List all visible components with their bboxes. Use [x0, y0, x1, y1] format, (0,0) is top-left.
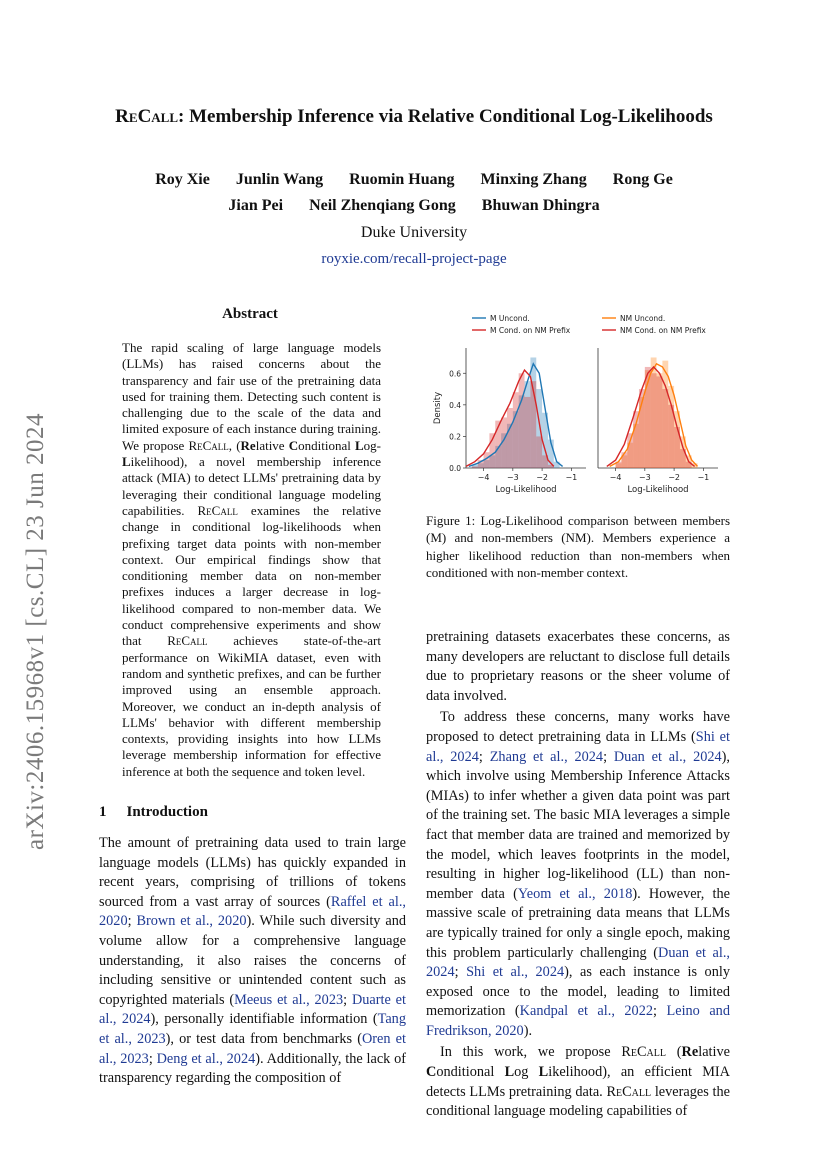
abstract-text: ikelihood: [130, 454, 180, 470]
title-recall: ReCall: [115, 106, 179, 127]
body-text: ), an efficient MIA detects LLMs pretraining data.: [426, 1064, 730, 1100]
x-tick-label: −1: [565, 473, 578, 482]
figure-1-loglikelihood-densities: [418, 306, 734, 502]
author-name: Ruomin Huang: [349, 171, 455, 188]
paper-title: [60, 106, 768, 128]
body-text: leverages the conditional language modeling capabilities of: [426, 1083, 730, 1120]
body-text: ;: [478, 748, 490, 765]
histogram-bar: [657, 376, 663, 468]
recall-name: ReCall: [621, 1044, 666, 1061]
citation-link[interactable]: Shi et al., 2024: [466, 964, 565, 981]
body-text: ). While such diversity and volume allow for a comprehensive language understanding, it also raises the concerns of including sensitive or unintended content such as copyrighted materials (: [99, 913, 407, 1008]
abstract-text: examines the relative change in conditional log-likelihoods when prefixing target data points with non-member context. Our empirical findings show that conditioning member data on non-member prefixes induces a larger decrease in log-likelihood compared to non-member data. We conduct comprehensive experiments and show that: [122, 502, 381, 649]
histogram-bar: [633, 411, 639, 468]
y-tick-label: 0.4: [449, 400, 461, 410]
arxiv-id-text: arXiv:2406.15968v1 [cs.CL] 23 Jun 2024: [22, 412, 49, 850]
x-tick-label: −4: [609, 473, 622, 482]
histogram-bar: [472, 466, 478, 468]
section-number: 1: [99, 804, 107, 820]
legend-label: M Cond. on NM Prefix: [490, 326, 571, 335]
body-text: (: [666, 1044, 682, 1061]
recall-name: ReCall: [188, 437, 229, 453]
body-text: ikelihood: [548, 1064, 603, 1081]
x-axis-label: Log-Likelihood: [495, 485, 557, 495]
body-text: The amount of pretraining data used to train large language models (LLMs) has quickly expanded in recent years, comprising of trillions of tokens sourced from a vast array of sources (: [99, 835, 406, 910]
author-name: Neil Zhenqiang Gong: [309, 197, 456, 214]
x-tick-label: −3: [638, 473, 651, 482]
histogram-bar: [621, 452, 627, 468]
citation-link[interactable]: Yeom et al., 2018: [517, 885, 633, 902]
author-name: Bhuwan Dhingra: [481, 197, 600, 214]
citation-link[interactable]: Shi et al., 2024: [426, 728, 731, 765]
citation-link[interactable]: Oren et al., 2023: [99, 1030, 406, 1067]
body-text: ), as each instance is only exposed once to the model, leading to limited memorization (: [426, 964, 730, 1020]
affiliation: Duke University: [360, 224, 468, 241]
x-axis-label: Log-Likelihood: [627, 485, 689, 495]
intro-paragraph: [426, 708, 730, 1041]
citation-link[interactable]: Raffel et al., 2020: [99, 893, 406, 930]
body-text: ;: [343, 991, 352, 1008]
citation-link[interactable]: Brown et al., 2020: [136, 913, 247, 930]
x-tick-label: −2: [668, 473, 680, 482]
histogram-bar: [513, 392, 519, 468]
body-text: ), personally identifiable information (: [150, 1011, 378, 1028]
section-heading-introduction: [99, 804, 208, 821]
citation-link[interactable]: Duarte et al., 2024: [99, 991, 406, 1028]
abstract-text: lative: [255, 437, 289, 453]
body-text: onditional: [436, 1064, 505, 1081]
legend-label: NM Uncond.: [620, 314, 666, 323]
abstract-text: The rapid scaling of large language models (LLMs) has raised concerns about the transparency and fair use of the pretraining data used for training them. Detecting such content is challenging due to the scale of the data and limited exposure of each instance during training. We propose: [122, 340, 381, 453]
intro-left-column: [99, 834, 406, 1089]
y-tick-label: 0.2: [449, 432, 461, 442]
histogram-bar: [627, 433, 633, 468]
body-text: ), which involve using Membership Inference Attacks (MIAs) to infer whether a given data point was part of the training set. The basic MIA leverages a simple fact that member data are trained and memorized by the model, which leaves footprints in the model, resulting in higher log-likelihood (LL) than non-member data (: [426, 748, 731, 902]
x-tick-label: −4: [477, 473, 490, 482]
author-name: Minxing Zhang: [480, 171, 587, 188]
body-text: ;: [653, 1003, 667, 1020]
x-tick-label: −1: [697, 473, 710, 482]
citation-link[interactable]: Deng et al., 2024: [156, 1050, 256, 1067]
x-tick-label: −2: [536, 473, 548, 482]
citation-link[interactable]: Zhang et al., 2024: [489, 748, 604, 765]
body-text: ;: [603, 748, 614, 765]
body-text: To address these concerns, many works have proposed to detect pretraining data in LLMs (: [426, 709, 730, 745]
citation-link[interactable]: Meeus et al., 2023: [234, 991, 344, 1008]
body-text: og: [514, 1064, 539, 1081]
y-axis-label: Density: [433, 391, 443, 425]
body-text: ), or test data from benchmarks (: [165, 1030, 362, 1047]
acronym-letter: Re: [681, 1044, 699, 1061]
intro-right-column: [426, 628, 730, 1122]
histogram-bar: [507, 408, 513, 468]
figure-caption: Figure 1: Log-Likelihood comparison between members (M) and non-members (NM). Members experience a higher likelihood reduction than non-members when conditioned with non-member context.: [426, 513, 730, 580]
citation-link[interactable]: Leino and Fredrikson, 2020: [426, 1003, 730, 1039]
author-name: Jian Pei: [228, 197, 284, 214]
abstract-text: , (: [228, 437, 241, 453]
y-tick-label: 0.6: [449, 369, 461, 379]
intro-paragraph: pretraining datasets exacerbates these concerns, as many developers are reluctant to disclose full details due to proprietary reasons or the sheer volume of data involved.: [426, 629, 730, 704]
body-text: ). Additionally, the lack of transparency regarding the composition of: [99, 1050, 407, 1087]
abstract-body: [122, 340, 381, 780]
histogram-bar: [525, 397, 531, 468]
intro-paragraph: [99, 834, 406, 1089]
histogram-bar: [536, 436, 542, 468]
x-tick-label: −3: [506, 473, 519, 482]
histogram-bar: [530, 381, 536, 468]
body-text: ).: [523, 1022, 533, 1039]
histogram-bar: [651, 373, 657, 468]
citation-link[interactable]: Tang et al., 2023: [99, 1011, 406, 1047]
body-text: lative: [698, 1044, 730, 1061]
author-name: Junlin Wang: [235, 171, 324, 188]
body-text: ;: [454, 964, 467, 981]
legend-label: NM Cond. on NM Prefix: [620, 326, 706, 335]
abstract-text: ), a novel membership inference attack (MIA) to detect LLMs' pretraining data by leveraging their conditional language modeling capabilities.: [122, 454, 381, 518]
y-tick-label: 0.0: [449, 464, 461, 473]
acronym-letter: L: [354, 437, 364, 453]
abstract-text: og-: [363, 437, 381, 453]
body-text: ). However, the massive scale of pretraining data means that LLMs are typically trained for only a single epoch, making this problem particularly challenging (: [426, 885, 730, 961]
citation-link[interactable]: Duan et al., 2024: [426, 944, 730, 981]
recall-name: ReCall: [197, 502, 238, 518]
histogram-bar: [662, 389, 668, 468]
abstract-text: onditional: [298, 437, 355, 453]
recall-name: ReCall: [606, 1083, 652, 1100]
acronym-letter: C: [426, 1064, 437, 1081]
abstract-heading: Abstract: [222, 306, 278, 322]
authors-row-2: [60, 197, 768, 215]
citation-link[interactable]: Kandpal et al., 2022: [519, 1003, 653, 1020]
legend-label: M Uncond.: [490, 314, 530, 323]
figure-svg: [418, 306, 734, 502]
acronym-letter: C: [288, 437, 299, 453]
body-text: ;: [148, 1050, 157, 1067]
title-rest: : Membership Inference via Relative Conditional Log-Likelihoods: [178, 106, 713, 127]
acronym-letter: L: [504, 1064, 515, 1081]
acronym-letter: L: [538, 1064, 549, 1081]
recall-name: ReCall: [167, 633, 208, 649]
intro-paragraph: [426, 1043, 730, 1121]
body-text: In this work, we propose: [440, 1044, 622, 1061]
body-text: ;: [127, 913, 137, 930]
section-title: Introduction: [126, 804, 208, 820]
authors-row-1: [60, 171, 768, 189]
abstract-text: achieves state-of-the-art performance on WikiMIA dataset, even with random and synthetic prefixes, and can be further improved using an ensemble approach. Moreover, we conduct an in-depth analysis of LLMs' behavior with different membership contexts, providing insights into how LLMs leverage membership information for effective inference at both the sequence and token level.: [122, 633, 381, 779]
acronym-letter: Re: [240, 437, 256, 453]
author-name: Roy Xie: [155, 171, 210, 188]
histogram-bar: [519, 373, 525, 468]
author-name: Rong Ge: [612, 171, 673, 188]
project-link[interactable]: royxie.com/recall-project-page: [321, 251, 507, 267]
citation-link[interactable]: Duan et al., 2024: [613, 748, 722, 765]
acronym-letter: L: [122, 454, 131, 470]
